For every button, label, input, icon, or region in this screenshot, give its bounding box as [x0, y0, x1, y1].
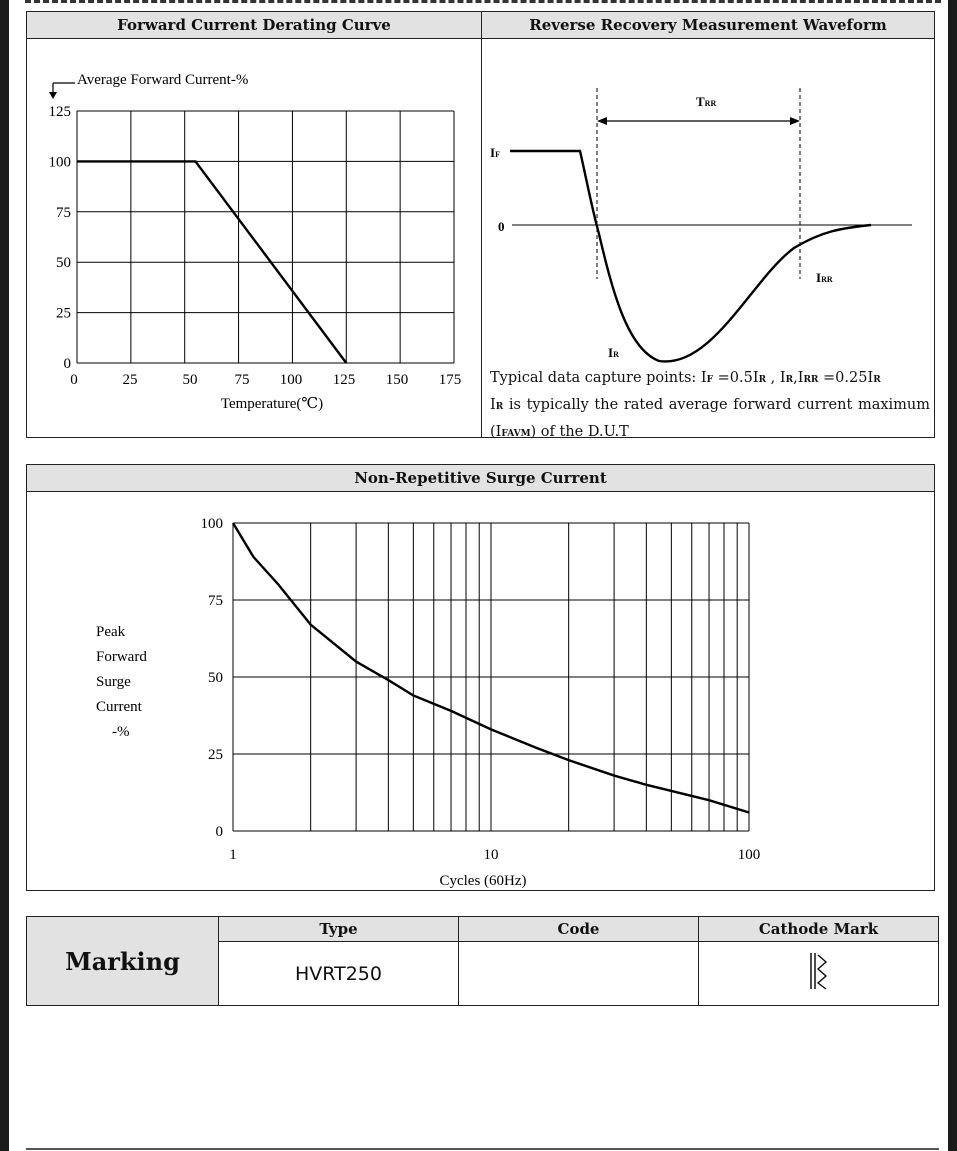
cathode-mark-cell — [699, 942, 939, 1006]
surge-xlabel: Cycles (60Hz) — [439, 873, 527, 889]
x-tick-label: 100 — [737, 847, 761, 863]
waveform-note — [490, 366, 930, 447]
surge-ylabel — [96, 624, 147, 740]
surge-ylabel-line: Current — [96, 699, 142, 715]
arrow-right-icon — [790, 117, 800, 125]
y-tick-label: 25 — [56, 305, 71, 322]
y-tick-label: 125 — [48, 104, 71, 120]
derating-panel — [26, 11, 482, 438]
x-tick-label: 75 — [234, 372, 250, 388]
cathode-mark-column-header: Cathode Mark — [699, 917, 939, 942]
waveform-diagram — [482, 39, 934, 371]
y-tick-label: 75 — [56, 204, 71, 221]
marking-row-header: Marking — [27, 917, 219, 1006]
datasheet-page — [9, 0, 948, 1151]
y-tick-label: 0 — [215, 824, 223, 840]
code-column-header: Code — [459, 917, 699, 942]
derating-xlabel: Temperature(℃) — [220, 396, 324, 412]
note-line-2: IR is typically the rated average forward current maximum — [490, 397, 930, 413]
type-column-header: Type — [219, 917, 459, 942]
surge-ylabel-line: Peak — [96, 624, 126, 640]
surge-chart — [27, 492, 934, 889]
y-tick-label: 50 — [56, 255, 71, 272]
x-tick-label: 150 — [385, 372, 409, 388]
x-tick-label: 25 — [122, 372, 138, 388]
down-arrow-icon — [49, 92, 57, 99]
y-tick-label: 50 — [208, 670, 223, 686]
x-tick-label: 1 — [229, 847, 237, 863]
x-tick-label: 50 — [182, 372, 198, 388]
code-value — [459, 942, 699, 1006]
derating-title: Forward Current Derating Curve — [27, 12, 481, 39]
derating-chart — [27, 39, 481, 437]
surge-ylabel-line: Surge — [96, 674, 131, 690]
surge-ylabel-line: Forward — [96, 649, 147, 665]
derating-ylabel: Average Forward Current-% — [77, 72, 249, 88]
surge-ylabel-line: -% — [112, 724, 130, 740]
bottom-rule — [26, 1148, 939, 1150]
waveform-title: Reverse Recovery Measurement Waveform — [482, 12, 934, 39]
trr-label: TRR — [696, 94, 717, 109]
y-tick-label: 25 — [208, 747, 223, 763]
note-line-3: (IFAVM) of the D.U.T — [490, 424, 629, 440]
x-tick-label: 10 — [483, 847, 499, 863]
waveform-panel — [481, 11, 935, 438]
arrow-left-icon — [597, 117, 607, 125]
type-value: HVRT250 — [219, 942, 459, 1006]
y-tick-label: 100 — [200, 516, 223, 532]
surge-panel — [26, 464, 935, 891]
x-tick-label: 175 — [438, 372, 462, 388]
x-tick-label: 100 — [279, 372, 303, 388]
irr-label: IRR — [816, 270, 833, 285]
cathode-mark-icon — [804, 950, 834, 992]
recovery-waveform — [510, 151, 871, 362]
note-line-1: Typical data capture points: IF =0.5IR , IR,IRR =0.25IR — [490, 370, 881, 386]
marking-table — [26, 916, 939, 1006]
y-tick-label: 0 — [63, 356, 71, 372]
y-tick-label: 100 — [48, 154, 71, 171]
if-label: IF — [490, 145, 500, 160]
zero-label: 0 — [498, 219, 505, 234]
ir-label: IR — [608, 345, 619, 360]
surge-title: Non-Repetitive Surge Current — [27, 465, 934, 492]
y-tick-label: 75 — [208, 593, 223, 609]
x-tick-label: 0 — [70, 372, 78, 388]
top-dashed-border — [25, 0, 941, 3]
x-tick-label: 125 — [332, 372, 356, 388]
